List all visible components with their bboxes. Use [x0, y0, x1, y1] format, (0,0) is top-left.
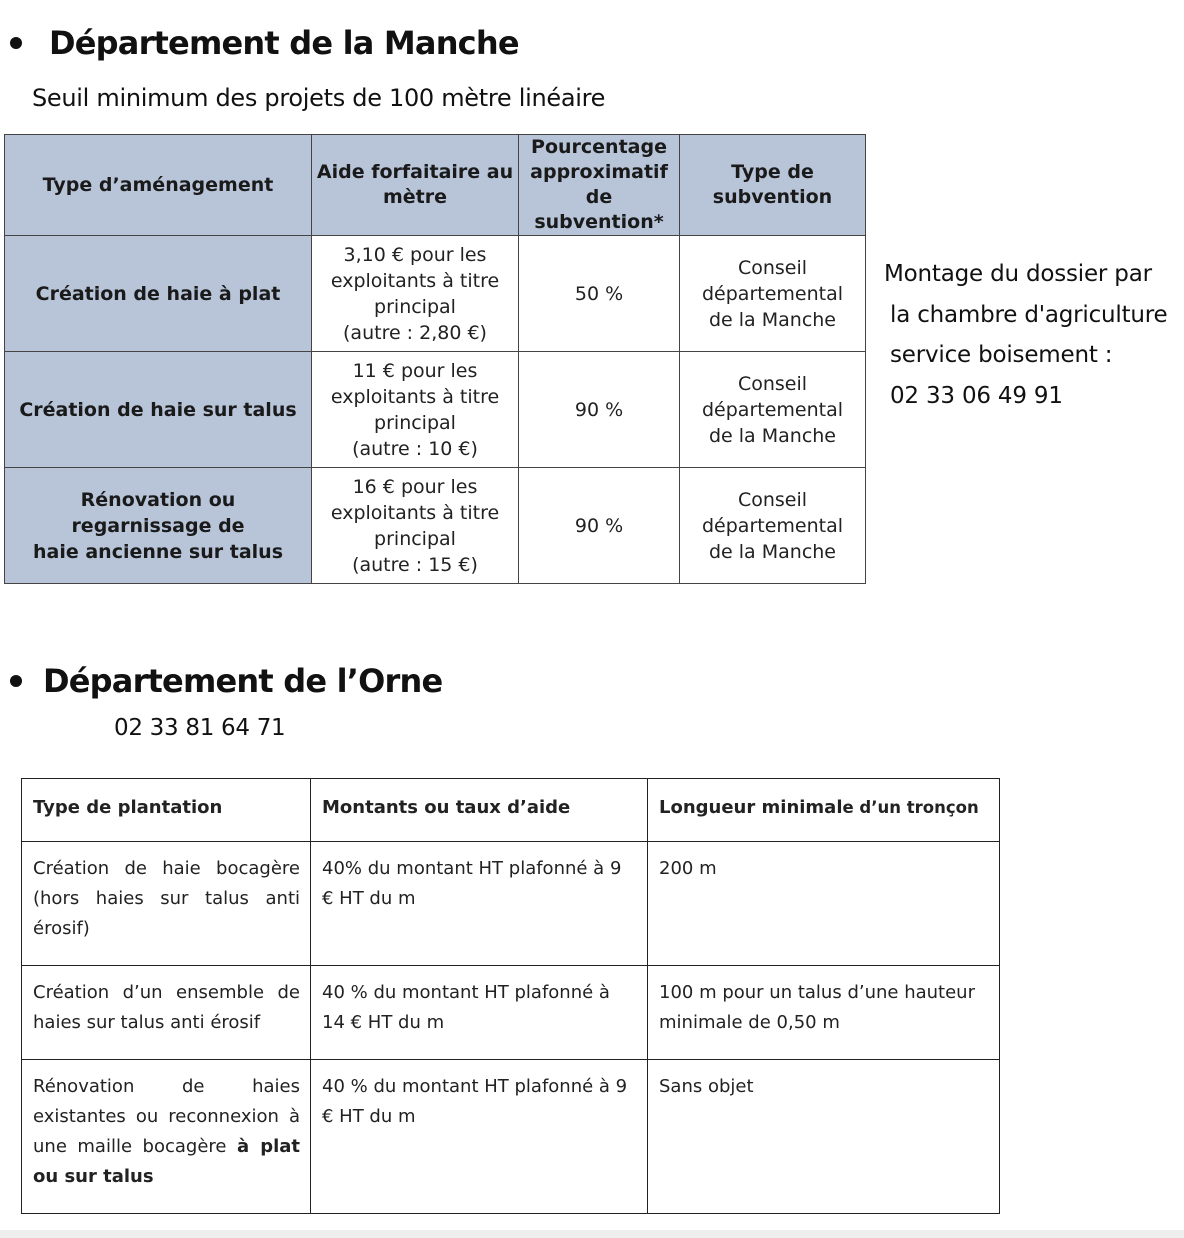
table-row — [22, 842, 1000, 966]
col-header-montants: Montants ou taux d’aide — [311, 779, 648, 842]
cell-aide: 3,10 € pour les exploitants à titre principal (autre : 2,80 €) — [312, 236, 519, 352]
cell-pourcentage: 90 % — [519, 352, 680, 468]
manche-contact-note — [884, 254, 1184, 416]
contact-line: service boisement : — [890, 342, 1113, 368]
cell-aide: 11 € pour les exploitants à titre principal (autre : 10 €) — [312, 352, 519, 468]
table-header-row — [5, 135, 866, 236]
cell-type: Création de haie sur talus — [5, 352, 312, 468]
cell-subvention: Conseil départemental de la Manche — [680, 352, 866, 468]
table-row — [22, 1060, 1000, 1214]
cell-montant: 40% du montant HT plafonné à 9 € HT du m — [311, 842, 648, 966]
orne-title: Département de l’Orne — [43, 662, 443, 700]
cell-type-plantation: Création de haie bocagère (hors haies sur talus anti érosif) — [22, 842, 311, 966]
cell-pourcentage: 50 % — [519, 236, 680, 352]
col-header-type: Type d’aménagement — [5, 135, 312, 236]
cell-longueur: 100 m pour un talus d’une hauteur minimale de 0,50 m — [648, 966, 1000, 1060]
cell-pourcentage: 90 % — [519, 468, 680, 584]
col-header-subvention: Type de subvention — [680, 135, 866, 236]
orne-phone: 02 33 81 64 71 — [114, 715, 286, 741]
col-header-longueur — [648, 779, 1000, 842]
table-row — [5, 236, 866, 352]
bullet-icon — [10, 37, 22, 49]
manche-subtitle: Seuil minimum des projets de 100 mètre linéaire — [32, 84, 606, 112]
cell-longueur: Sans objet — [648, 1060, 1000, 1214]
cell-longueur: 200 m — [648, 842, 1000, 966]
cell-aide: 16 € pour les exploitants à titre principal (autre : 15 €) — [312, 468, 519, 584]
contact-phone: 02 33 06 49 91 — [890, 382, 1063, 409]
table-header-row — [22, 779, 1000, 842]
cell-type-text: Rénovation de haies existantes ou reconnexion à une maille bocagère — [33, 1076, 300, 1157]
table-row — [5, 468, 866, 584]
orne-heading — [10, 662, 442, 700]
cell-montant: 40 % du montant HT plafonné à 9 € HT du m — [311, 1060, 648, 1214]
col-header-aide: Aide forfaitaire au mètre — [312, 135, 519, 236]
cell-subvention: Conseil départemental de la Manche — [680, 236, 866, 352]
contact-line: Montage du dossier par — [884, 261, 1152, 287]
contact-line: la chambre d'agriculture — [890, 301, 1168, 328]
manche-title: Département de la Manche — [49, 24, 519, 62]
cell-type-plantation — [22, 1060, 311, 1214]
table-row — [22, 966, 1000, 1060]
cell-subvention: Conseil départemental de la Manche — [680, 468, 866, 584]
col-header-pourcentage: Pourcentage approximatif de subvention* — [519, 135, 680, 236]
table-row — [5, 352, 866, 468]
cell-montant: 40 % du montant HT plafonné à 14 € HT du m — [311, 966, 648, 1060]
manche-heading — [10, 24, 519, 62]
col-header-longueur-bold: Longueur minimal — [659, 797, 843, 818]
col-header-type-plantation: Type de plantation — [22, 779, 311, 842]
cell-type-bold: à plat ou sur talus — [33, 1136, 300, 1187]
cell-type: Rénovation ou regarnissage de haie ancienne sur talus — [5, 468, 312, 584]
bullet-icon — [10, 675, 22, 687]
page-bottom-bar — [0, 1230, 1184, 1238]
cell-type-plantation: Création d’un ensemble de haies sur talus anti érosif — [22, 966, 311, 1060]
cell-type: Création de haie à plat — [5, 236, 312, 352]
col-header-longueur-rest: e d’un tronçon — [842, 798, 979, 817]
manche-aid-table — [4, 134, 866, 584]
orne-aid-table — [21, 778, 1000, 1214]
